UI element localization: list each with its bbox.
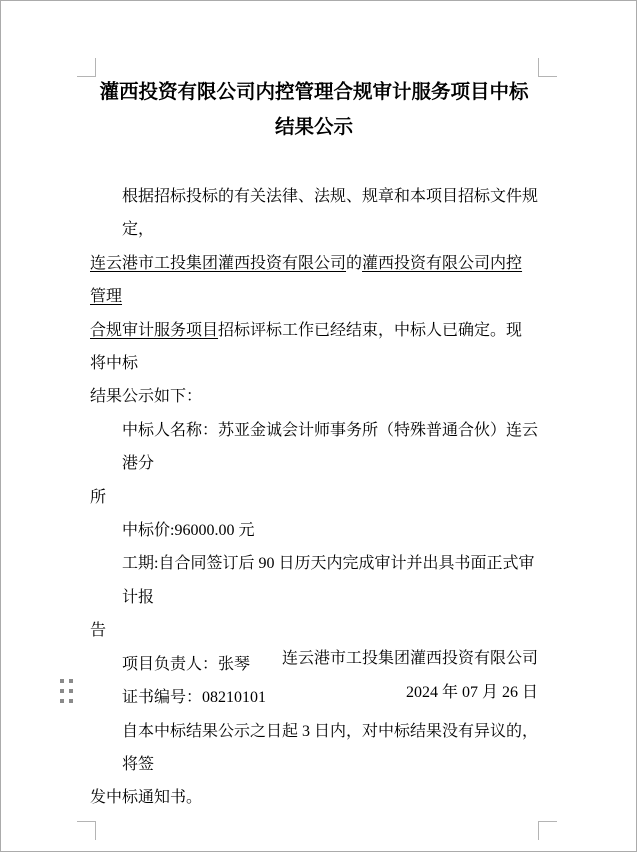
body-line xyxy=(90,414,538,481)
text-segment: 自本中标结果公示之日起 3 日内，对中标结果没有异议的，将签 xyxy=(122,722,539,773)
underlined-text-segment: 灌西投资有限公司内控管理 xyxy=(90,254,523,306)
margin-crop-mark-bottom-right xyxy=(538,821,557,840)
handle-dot xyxy=(69,679,73,683)
document-title xyxy=(90,75,538,145)
drag-handle-dots-icon[interactable] xyxy=(60,679,73,703)
body-line xyxy=(90,547,538,614)
text-segment: 所 xyxy=(90,488,107,506)
handle-dot xyxy=(60,689,64,693)
body-line xyxy=(90,781,538,814)
body-line xyxy=(90,715,538,782)
underlined-text-segment: 合规审计服务项目 xyxy=(90,321,219,339)
signature-block xyxy=(90,642,538,710)
handle-dot xyxy=(60,699,64,703)
body-line xyxy=(90,380,538,413)
text-segment: 招标评标工作已经结束，中标人已确定。现将中标 xyxy=(90,321,523,373)
underlined-text-segment: 连云港市工投集团灌西投资有限公司 xyxy=(90,254,347,272)
margin-crop-mark-top-right xyxy=(538,58,557,77)
document-title-line-2: 结果公示 xyxy=(274,117,353,138)
text-segment: 中标价:96000.00 元 xyxy=(122,522,255,540)
document-title-line-1: 灌西投资有限公司内控管理合规审计服务项目中标 xyxy=(99,82,529,103)
body-line xyxy=(90,314,538,381)
body-line xyxy=(90,514,538,547)
handle-dot xyxy=(69,689,73,693)
text-segment: 工期:自合同签订后 90 日历天内完成审计并出具书面正式审计报 xyxy=(122,555,535,606)
text-segment: 发中标通知书。 xyxy=(90,789,203,807)
body-line xyxy=(90,247,538,314)
text-segment: 根据招标投标的有关法律、法规、规章和本项目招标文件规定， xyxy=(122,188,539,239)
body-line xyxy=(90,481,538,514)
text-segment: 中标人名称：苏亚金诚会计师事务所（特殊普通合伙）连云港分 xyxy=(122,421,539,473)
signature-company: 连云港市工投集团灌西投资有限公司 xyxy=(281,650,538,667)
document-body xyxy=(90,180,538,815)
text-segment: 证书编号：08210101 xyxy=(122,689,267,707)
text-segment: 项目负责人：张琴 xyxy=(122,655,251,673)
text-segment: 告 xyxy=(90,622,107,640)
handle-dot xyxy=(69,699,73,703)
body-line xyxy=(90,180,538,247)
margin-crop-mark-bottom-left xyxy=(77,821,96,840)
signature-date: 2024 年 07 月 26 日 xyxy=(405,684,538,701)
text-segment: 结果公示如下： xyxy=(90,388,203,406)
handle-dot xyxy=(60,679,64,683)
text-segment: 的 xyxy=(346,254,363,272)
